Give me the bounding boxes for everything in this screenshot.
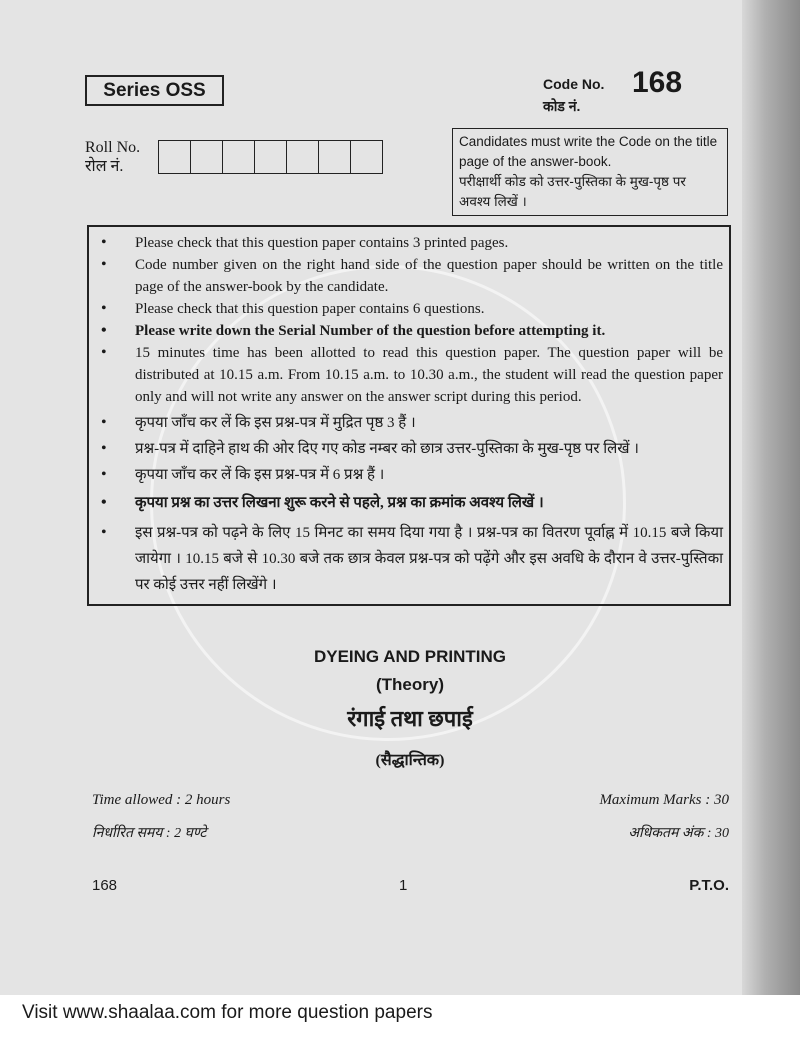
code-number: 168 xyxy=(632,66,683,99)
code-label-hindi: कोड नं. xyxy=(543,98,581,114)
footer-code: 168 xyxy=(92,877,118,894)
instruction-item: • Please write down the Serial Number of the question before attempting it. xyxy=(95,320,723,342)
subject-title: DYEING AND PRINTING xyxy=(313,647,507,666)
maximum-marks-hindi: अधिकतम अंक : 30 xyxy=(628,826,729,841)
series-label: Series OSS xyxy=(85,75,224,106)
instruction-item: • कृपया जाँच कर लें कि इस प्रश्न-पत्र में मुद्रित पृष्ठ 3 हैं । xyxy=(95,412,723,434)
subject-title-hindi: रंगाई तथा छपाई xyxy=(347,706,473,731)
instructions-box xyxy=(87,225,731,606)
candidate-note-box xyxy=(452,128,728,216)
instruction-item: • कृपया प्रश्न का उत्तर लिखना शुरू करने से पहले, प्रश्न का क्रमांक अवश्य लिखें । xyxy=(95,492,723,514)
time-allowed-hindi: निर्धारित समय : 2 घण्टे xyxy=(92,826,207,841)
meta-row-en xyxy=(92,790,729,810)
time-allowed: Time allowed : 2 hours xyxy=(92,792,231,808)
instruction-item: • इस प्रश्न-पत्र को पढ़ने के लिए 15 मिनट का समय दिया गया है । प्रश्न-पत्र का वितरण पूर्वाह्न में 10.15 बजे किया जायेगा । 10.15 बजे से 10.30 बजे तक छात्र केवल प्रश्न-पत्र को पढ़ेंगे और इस अवधि के दौरान वे उत्तर-पुस्तिका पर कोई उत्तर नहीं लिखेंगे । xyxy=(95,520,723,598)
page-footer-row xyxy=(92,876,729,926)
candidate-note-hi: परीक्षार्थी कोड को उत्तर-पुस्तिका के मुख-पृष्ठ पर अवश्य लिखें । xyxy=(459,174,686,209)
maximum-marks: Maximum Marks : 30 xyxy=(599,792,729,808)
site-footer: Visit www.shaalaa.com for more question papers xyxy=(22,1002,433,1023)
instruction-item: • प्रश्न-पत्र में दाहिने हाथ की ओर दिए गए कोड नम्बर को छात्र उत्तर-पुस्तिका के मुख-पृष्ठ पर लिखें । xyxy=(95,438,723,460)
subject-subtitle: (Theory) xyxy=(376,675,444,694)
roll-label-hi: रोल नं. xyxy=(85,158,124,175)
candidate-note-en: Candidates must write the Code on the title page of the answer-book. xyxy=(459,134,718,169)
pto-label: P.T.O. xyxy=(689,877,729,894)
instruction-item: • Please check that this question paper contains 6 questions. xyxy=(95,298,723,320)
roll-label-en: Roll No. xyxy=(85,139,141,156)
page-number: 1 xyxy=(398,877,408,894)
meta-row-hi xyxy=(92,824,729,844)
instruction-item: • Code number given on the right hand side of the question paper should be written on the title page of the answer-book by the candidate. xyxy=(95,254,723,298)
instruction-item: • 15 minutes time has been allotted to read this question paper. The question paper will be distributed at 10.15 a.m. From 10.15 a.m. to 10.30 a.m., the student will read the question paper only and will not write any answer on the answer script during this period. xyxy=(95,342,723,408)
instruction-item: • कृपया जाँच कर लें कि इस प्रश्न-पत्र में 6 प्रश्न हैं । xyxy=(95,464,723,486)
code-label: Code No. xyxy=(543,76,605,92)
instruction-item: • Please check that this question paper contains 3 printed pages. xyxy=(95,232,723,254)
subject-subtitle-hindi: (सैद्धान्तिक) xyxy=(375,752,445,769)
